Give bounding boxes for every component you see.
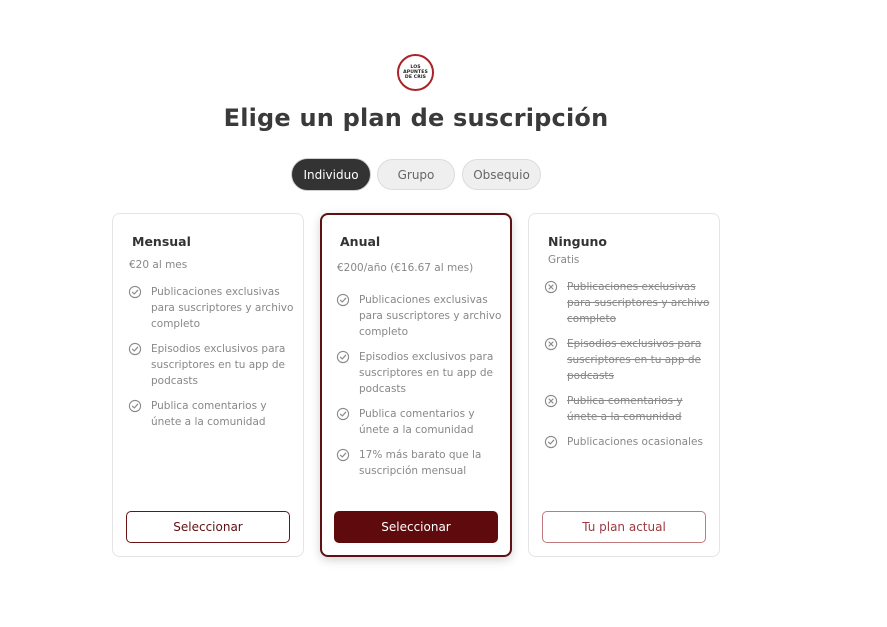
publication-logo — [397, 54, 434, 91]
check-circle-icon — [128, 342, 142, 356]
current-plan-button[interactable]: Tu plan actual — [542, 511, 706, 543]
logo-text — [401, 65, 430, 80]
plan-name: Anual — [340, 234, 381, 249]
feature-text: Publica comentarios y únete a la comunidad — [359, 408, 475, 436]
check-circle-icon — [128, 285, 142, 299]
feature-text: Publicaciones ocasionales — [567, 436, 703, 448]
check-circle-icon — [336, 293, 350, 307]
page-title: Elige un plan de suscripción — [223, 104, 609, 132]
plan-name: Ninguno — [548, 234, 607, 249]
tab-grupo[interactable]: Grupo — [377, 159, 455, 190]
plan-card-anual[interactable] — [320, 213, 512, 557]
check-circle-icon — [336, 448, 350, 462]
plan-type-tabs — [292, 159, 541, 190]
feature-list — [544, 279, 714, 459]
check-circle-icon — [336, 407, 350, 421]
feature-text: Publicaciones exclusivas para suscriptores y archivo completo — [567, 281, 710, 325]
plan-price: Gratis — [548, 254, 580, 266]
feature-text: Publica comentarios y únete a la comunidad — [151, 400, 267, 428]
x-circle-icon — [544, 337, 558, 351]
feature-item — [336, 447, 506, 479]
check-circle-icon — [544, 435, 558, 449]
tab-obsequio[interactable]: Obsequio — [462, 159, 541, 190]
feature-text: Publicaciones exclusivas para suscriptores y archivo completo — [151, 286, 294, 330]
feature-text: Publicaciones exclusivas para suscriptores y archivo completo — [359, 294, 502, 338]
feature-text: 17% más barato que la suscripción mensual — [359, 449, 482, 477]
feature-item — [128, 284, 298, 332]
plan-card-mensual[interactable] — [112, 213, 304, 557]
feature-text: Publica comentarios y únete a la comunidad — [567, 395, 683, 423]
tab-individuo[interactable]: Individuo — [292, 159, 370, 190]
feature-item — [336, 292, 506, 340]
select-plan-button[interactable]: Seleccionar — [334, 511, 498, 543]
feature-item — [336, 349, 506, 397]
logo-line-3: DE CRIS — [404, 75, 427, 80]
feature-text: Episodios exclusivos para suscriptores en tu app de podcasts — [359, 351, 494, 395]
plan-price: €200/año (€16.67 al mes) — [337, 262, 474, 274]
feature-list — [128, 284, 298, 439]
select-plan-button[interactable]: Seleccionar — [126, 511, 290, 543]
check-circle-icon — [336, 350, 350, 364]
plan-card-ninguno[interactable] — [528, 213, 720, 557]
feature-item — [544, 336, 714, 384]
feature-item — [128, 398, 298, 430]
feature-item — [128, 341, 298, 389]
logo-line-1: LOS — [410, 65, 421, 70]
feature-item — [544, 393, 714, 425]
check-circle-icon — [128, 399, 142, 413]
x-circle-icon — [544, 280, 558, 294]
x-circle-icon — [544, 394, 558, 408]
feature-text: Episodios exclusivos para suscriptores en tu app de podcasts — [151, 343, 286, 387]
feature-item — [544, 434, 714, 450]
plan-name: Mensual — [132, 234, 191, 249]
feature-item — [544, 279, 714, 327]
plan-price: €20 al mes — [129, 259, 188, 271]
feature-list — [336, 292, 506, 488]
logo-line-2: APUNTES — [403, 70, 428, 75]
feature-text: Episodios exclusivos para suscriptores en tu app de podcasts — [567, 338, 702, 382]
feature-item — [336, 406, 506, 438]
